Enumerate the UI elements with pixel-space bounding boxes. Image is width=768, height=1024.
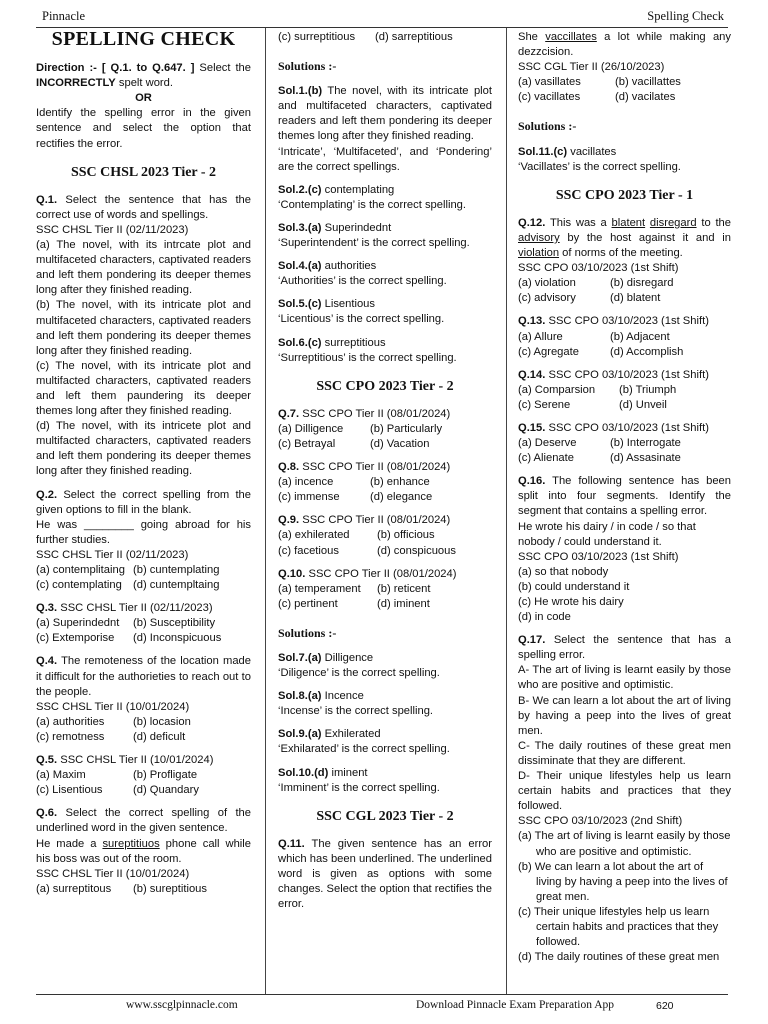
solution-answer: contemplating	[321, 183, 395, 196]
option-a: (a) Deserve	[518, 437, 577, 450]
option-a: (a) so that nobody	[518, 565, 609, 578]
question-number: Q.15.	[518, 421, 546, 434]
solution-answer: surreptitious	[321, 336, 386, 349]
solution-8	[278, 689, 492, 719]
page-footer	[36, 994, 728, 1024]
question-13	[518, 314, 731, 359]
direction-emphasis: INCORRECTLY	[36, 77, 116, 90]
option-c: (c) Agregate	[518, 345, 579, 358]
page-title: SPELLING CHECK	[51, 30, 236, 50]
option-c: (c) contemplating	[36, 579, 122, 592]
option-a: (a) surreptitous	[36, 882, 112, 895]
footer-rule	[36, 994, 728, 995]
option-c: (c) pertinent	[278, 597, 338, 610]
option-c: (c) Lisentious	[36, 784, 103, 797]
option-c: (c) facetious	[278, 544, 339, 557]
question-number: Q.1.	[36, 193, 58, 206]
solution-number: Sol.10.(d)	[278, 766, 329, 779]
option-b: (b) locasion	[133, 715, 191, 728]
option-a: (a) Comparsion	[518, 383, 596, 396]
option-a: (a) vasillates	[518, 76, 581, 89]
option-b: (b) enhance	[370, 476, 430, 489]
sentence-part: a lot while making any dezzcision.	[518, 31, 731, 59]
question-16	[518, 474, 731, 625]
solution-number: Sol.2.(c)	[278, 183, 322, 196]
option-d: (d) Inconspicuous	[133, 632, 222, 645]
solution-note: ‘Vacillates’ is the correct spelling.	[518, 160, 681, 173]
question-1	[36, 193, 251, 480]
solutions-heading: Solutions :-	[278, 625, 337, 640]
option-d: (d) sarreptitious	[375, 31, 453, 43]
direction-text-end: spelt word.	[115, 77, 173, 90]
solution-number: Sol.8.(a)	[278, 690, 322, 703]
solutions-heading: Solutions :-	[518, 119, 577, 134]
section-heading: SSC CPO 2023 Tier - 1	[555, 187, 694, 203]
solution-note: ‘Intricate’, ‘Multifaceted’, and ‘Pondering’ are the correct spellings.	[278, 145, 492, 173]
option-c: (c) surreptitious	[278, 31, 356, 43]
option-c: (c) The novel, with its intricate plot and multifacted characters, captivated readers and left them paundering its deeper themes long after they finished reading.	[36, 359, 251, 418]
statement-b: B- We can learn a lot about the art of living by having a peep into the lives of great men.	[518, 694, 731, 737]
statement-d: D- Their unique lifestyles help us learn certain habits and practices that they followed.	[518, 770, 731, 813]
footer-website-link[interactable]: www.sscglpinnacle.com	[126, 999, 238, 1011]
question-text: Select the sentence that has a spelling error.	[518, 634, 731, 662]
question-12	[518, 216, 731, 307]
or-label: OR	[135, 92, 152, 105]
question-number: Q.6.	[36, 807, 58, 820]
solution-number: Sol.6.(c)	[278, 336, 322, 349]
option-d: (d) Accomplish	[610, 345, 684, 358]
option-b: (b) Profligate	[133, 769, 198, 782]
question-number: Q.14.	[518, 368, 546, 381]
section-heading: SSC CHSL 2023 Tier - 2	[70, 164, 217, 180]
solution-note: ‘Surreptitious’ is the correct spelling.	[278, 351, 457, 364]
option-c: (c) advisory	[518, 292, 576, 305]
question-7	[278, 407, 492, 452]
option-d: (d) Unveil	[619, 398, 667, 411]
option-d: (d) cuntempltaing	[133, 579, 220, 592]
question-5	[36, 753, 251, 798]
question-number: Q.16.	[518, 475, 546, 488]
direction-text: Select the	[194, 62, 251, 75]
option-d: (d) conspicuous	[377, 544, 456, 557]
question-source: SSC CHSL Tier II (10/01/2024)	[36, 867, 190, 880]
column-divider-1	[265, 28, 266, 994]
option-c: (c) Alienate	[518, 452, 574, 465]
underlined-word: vaccillates	[545, 31, 597, 43]
option-a: (a) authorities	[36, 715, 105, 728]
header-rule	[36, 27, 728, 28]
option-d: (d) deficult	[133, 730, 186, 743]
statement-c: C- The daily routines of these great men dissiminate that they are different.	[518, 739, 731, 767]
option-b: (b) Susceptibility	[133, 617, 216, 630]
question-number: Q.2.	[36, 488, 58, 501]
underlined-word: violation	[518, 247, 560, 260]
option-b: (b) cuntemplating	[133, 564, 220, 576]
question-source: SSC CPO 03/10/2023 (1st Shift)	[545, 368, 709, 381]
question-number: Q.7.	[278, 407, 300, 420]
option-a: (a) temperament	[278, 582, 361, 595]
option-a: (a) Maxim	[36, 769, 86, 782]
header-brand: Pinnacle	[42, 9, 86, 23]
sentence-part: of norms of the meeting.	[559, 247, 683, 260]
question-sentence: He wrote his dairy / in code / so that nobody / could understand it.	[518, 520, 696, 548]
option-c: (c) immense	[278, 491, 340, 504]
sentence-part: to the	[696, 216, 731, 229]
solution-number: Sol.11.(c)	[518, 145, 568, 158]
header-topic: Spelling Check	[647, 9, 724, 23]
direction	[36, 61, 251, 91]
direction-label: Direction :-	[36, 62, 102, 75]
solution-answer: Dilligence	[321, 652, 374, 664]
underlined-word: disregard	[649, 216, 697, 229]
question-source: SSC CPO Tier II (08/01/2024)	[299, 407, 451, 420]
question-number: Q.8.	[278, 461, 300, 474]
question-text: The remoteness of the location made it difficult for the authorieties to reach out to the people.	[36, 655, 251, 698]
option-d: (d) Vacation	[370, 437, 430, 450]
option-b: (b) Interrogate	[610, 437, 681, 450]
solution-2	[278, 183, 492, 213]
question-sentence	[36, 837, 251, 867]
solution-note: ‘Exhilarated’ is the correct spelling.	[278, 743, 450, 756]
solution-answer: iminent	[328, 766, 368, 779]
question-2	[36, 488, 251, 594]
option-a: (a) Superindednt	[36, 617, 120, 630]
option-c: (c) Their unique lifestyles help us learn certain habits and practices that they followed.	[518, 905, 719, 949]
solution-note: ‘Diligence’ is the correct spelling.	[278, 667, 440, 680]
option-c: (c) vacillates	[518, 91, 581, 104]
question-sentence: He was ________ going abroad for his further studies.	[36, 518, 251, 546]
underlined-word: blatent	[611, 216, 646, 229]
question-6	[36, 806, 251, 897]
option-c: (c) remotness	[36, 730, 105, 743]
option-b: (b) Particularly	[370, 422, 443, 435]
option-a: (a) exhilerated	[278, 529, 350, 542]
column-2	[278, 30, 492, 992]
option-d: (d) The novel, with its intricete plot and multifacted characters, captivated readers and left them pondering its deeper themes long after they finished reading.	[36, 420, 251, 478]
option-b: (b) sureptitious	[133, 882, 207, 895]
solution-10	[278, 766, 492, 796]
question-source: SSC CPO Tier II (08/01/2024)	[299, 461, 451, 474]
question-3	[36, 601, 251, 646]
footer-app-promo: Download Pinnacle Exam Preparation App	[416, 999, 615, 1011]
solutions-heading: Solutions :-	[278, 59, 337, 74]
option-c: (c) Betrayal	[278, 437, 336, 450]
option-b: (b) vacillattes	[615, 76, 681, 89]
section-heading: SSC CPO 2023 Tier - 2	[316, 378, 454, 394]
underlined-word: sureptitiuos	[102, 837, 160, 850]
option-d: (d) vacilates	[615, 91, 676, 104]
question-source: SSC CPO Tier II (08/01/2024)	[299, 514, 451, 527]
solution-note: ‘Incense’ is the correct spelling.	[278, 705, 434, 718]
sentence-part: This was a	[545, 216, 612, 229]
option-d: (d) Assasinate	[610, 452, 681, 465]
underlined-word: advisory	[518, 231, 560, 244]
option-b: (b) The novel, with its intricate plot and multifaceted characters, captivated readers and left them pondering its deeper themes long after they finished reading.	[36, 299, 251, 357]
option-c: (c) Extemporise	[36, 632, 115, 645]
question-source: SSC CHSL Tier II (02/11/2023)	[36, 548, 189, 561]
option-a: (a) The art of living is learnt easily by those who are positive and optimistic.	[518, 830, 731, 858]
question-source: SSC CHSL Tier II (10/01/2024)	[36, 700, 190, 713]
question-number: Q.5.	[36, 754, 58, 767]
question-4	[36, 654, 251, 745]
sentence-part: phone call while his boss was out of the room.	[36, 837, 251, 865]
option-d: (d) The daily routines of these great men	[518, 951, 720, 964]
solution-answer: authorities	[321, 260, 377, 273]
option-a: (a) The novel, with its intrcate plot and multifaceted characters, captivated readers and left them pondering its deeper themes long after they finished reading.	[36, 239, 251, 297]
solution-number: Sol.9.(a)	[278, 728, 322, 741]
option-b: (b) could understand it	[518, 580, 630, 593]
solution-note: ‘Licentious’ is the correct spelling.	[278, 313, 445, 326]
option-b: (b) officious	[377, 529, 435, 542]
option-b: (b) reticent	[377, 582, 431, 595]
question-source: SSC CHSL Tier II (10/01/2024)	[57, 754, 214, 767]
solution-answer: Incence	[321, 690, 364, 703]
section-heading: SSC CGL 2023 Tier - 2	[316, 808, 454, 824]
solution-note: ‘Superintendent’ is the correct spelling.	[278, 237, 470, 250]
question-source: SSC CGL Tier II (26/10/2023)	[518, 61, 665, 74]
direction-range: [ Q.1. to Q.647. ]	[101, 62, 195, 75]
question-source: SSC CPO 03/10/2023 (1st Shift)	[518, 262, 679, 275]
option-d: (d) iminent	[377, 597, 430, 610]
question-number: Q.4.	[36, 655, 58, 668]
solution-number: Sol.1.(b)	[278, 85, 323, 98]
option-a: (a) incence	[278, 476, 334, 489]
sentence-part: He made a	[36, 837, 103, 850]
option-b: (b) We can learn a lot about the art of living by having a peep into the lives of great men.	[518, 860, 728, 903]
question-source: SSC CPO 03/10/2023 (1st Shift)	[545, 315, 709, 328]
solution-number: Sol.7.(a)	[278, 652, 322, 664]
question-text: The following sentence has been split into four segments. Identify the segment that contains a spelling error.	[518, 475, 731, 518]
question-source: SSC CHSL Tier II (02/11/2023)	[36, 223, 189, 236]
solution-number: Sol.5.(c)	[278, 298, 322, 311]
solution-answer: Exhilerated	[321, 728, 381, 741]
question-15	[518, 421, 731, 466]
column-1	[36, 30, 251, 992]
option-b: (b) disregard	[610, 277, 674, 290]
option-c: (c) Serene	[518, 398, 571, 411]
question-text: Select the correct spelling of the underlined word in the given sentence.	[36, 807, 251, 835]
page-header	[42, 9, 724, 27]
question-source: SSC CPO 03/10/2023 (1st Shift)	[545, 421, 709, 434]
question-8	[278, 460, 492, 505]
question-text: Select the correct spelling from the given options to fill in the blank.	[36, 488, 251, 516]
question-10	[278, 567, 492, 612]
question-text: The given sentence has an error which has been underlined. The underlined word is given as options with some changes. Select the option that rectifies the error.	[278, 837, 492, 911]
solution-number: Sol.4.(a)	[278, 260, 322, 273]
question-17	[518, 633, 731, 965]
solution-1	[278, 84, 492, 175]
solution-9	[278, 727, 492, 757]
sentence-part: She	[518, 31, 546, 43]
solution-note: ‘Contemplating’ is the correct spelling.	[278, 198, 466, 211]
solution-6	[278, 336, 492, 366]
solution-5	[278, 297, 492, 327]
question-source: SSC CHSL Tier II (02/11/2023)	[57, 602, 213, 615]
question-number: Q.17.	[518, 634, 546, 647]
question-number: Q.13.	[518, 315, 546, 328]
option-b: (b) Adjacent	[610, 330, 670, 343]
question-number: Q.3.	[36, 602, 58, 615]
question-source: SSC CPO 03/10/2023 (1st Shift)	[518, 550, 679, 563]
solution-4	[278, 259, 492, 289]
solution-note: ‘Imminent’ is the correct spelling.	[278, 781, 440, 794]
option-a: (a) Dilligence	[278, 422, 344, 435]
solution-note: ‘Authorities’ is the correct spelling.	[278, 275, 447, 288]
direction-alt: Identify the spelling error in the given sentence and select the option that rectifies the error.	[36, 107, 251, 150]
question-number: Q.11.	[278, 837, 305, 850]
solution-11	[518, 145, 731, 175]
solution-answer: vacillates	[567, 145, 617, 158]
option-c: (c) He wrote his dairy	[518, 596, 624, 608]
question-11	[278, 837, 492, 912]
solution-number: Sol.3.(a)	[278, 221, 322, 234]
question-number: Q.9.	[278, 514, 300, 527]
option-a: (a) violation	[518, 277, 576, 290]
question-number: Q.12.	[518, 216, 546, 229]
question-14	[518, 368, 731, 413]
statement-a: A- The art of living is learnt easily by those who are positive and optimistic.	[518, 664, 731, 692]
option-d: (d) in code	[518, 611, 571, 624]
column-divider-2	[506, 28, 507, 994]
question-source: SSC CPO 03/10/2023 (2nd Shift)	[518, 815, 683, 828]
option-d: (d) elegance	[370, 491, 433, 504]
question-number: Q.10.	[278, 567, 306, 580]
solution-3	[278, 221, 492, 251]
question-9	[278, 513, 492, 558]
option-d: (d) Quandary	[133, 784, 199, 797]
solution-answer: Superindednt	[321, 221, 392, 234]
option-a: (a) contemplitaing	[36, 564, 125, 576]
sentence-part: by the host against it and in	[559, 231, 731, 244]
option-a: (a) Allure	[518, 330, 563, 343]
solution-7	[278, 651, 492, 681]
question-text: Select the sentence that has the correct use of words and spellings.	[36, 193, 251, 221]
question-sentence	[518, 30, 731, 60]
solution-answer: Lisentious	[321, 298, 376, 311]
question-11-continued	[518, 30, 731, 105]
question-source: SSC CPO Tier II (08/01/2024)	[305, 567, 457, 580]
page-number: 620	[656, 1000, 674, 1012]
column-3	[518, 30, 731, 992]
solution-answer: The novel, with its intricate plot and multifaceted characters, captivated readers and left them pondering its deeper themes long after they finished reading.	[278, 85, 492, 143]
option-d: (d) blatent	[610, 292, 661, 305]
option-b: (b) Triumph	[619, 383, 677, 396]
